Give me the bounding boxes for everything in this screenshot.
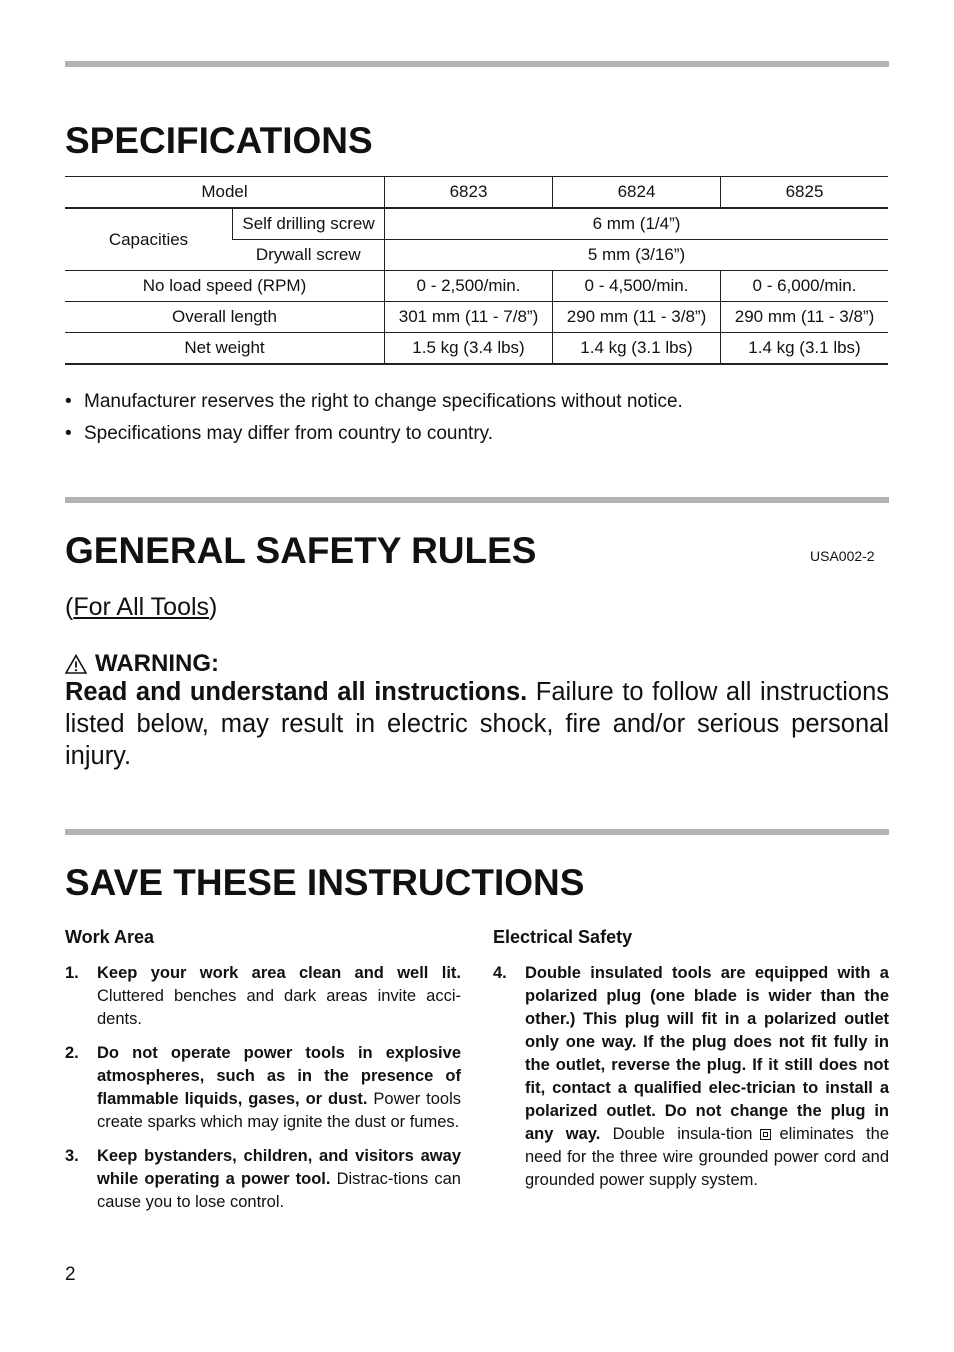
for-all-tools: (For All Tools): [65, 593, 218, 621]
section-divider: [65, 61, 889, 67]
spec-notes: [65, 386, 683, 450]
save-instructions-heading: SAVE THESE INSTRUCTIONS: [65, 862, 585, 903]
list-item: [65, 1042, 461, 1134]
warning-text: [65, 676, 889, 772]
bullet: •: [65, 391, 72, 412]
item-text: Double insulated tools are equipped with a polarized plug (one blade is wider than the other.) This plug will fit in a polarized outlet only one way. If the plug does not fit fully in the outlet, reverse the plug. If it still does not fit, contact a qualified elec-trician to install a polarized outlet. Do not change the plug in any way. Double insula-tion eliminates the need for the three wire grounded power cord and grounded power supply system.: [525, 964, 889, 1189]
list-item: [65, 962, 461, 1031]
speed-label: No load speed (RPM): [65, 271, 385, 302]
drywall-value: 5 mm (3/16”): [385, 240, 889, 271]
specifications-table: [65, 176, 888, 365]
note-text: Manufacturer reserves the right to change specifications without notice.: [84, 391, 683, 412]
item-number: 4.: [493, 964, 507, 982]
speed-cell: 0 - 2,500/min.: [385, 271, 553, 302]
table-row: [65, 302, 888, 333]
list-item: [65, 418, 683, 450]
speed-cell: 0 - 6,000/min.: [721, 271, 889, 302]
length-cell: 290 mm (11 - 3/8”): [553, 302, 721, 333]
bullet: •: [65, 423, 72, 444]
for-all-tools-text: For All Tools: [73, 593, 210, 621]
model-cell: 6824: [553, 177, 721, 209]
specifications-heading: SPECIFICATIONS: [65, 120, 373, 161]
page-number: 2: [65, 1264, 76, 1285]
electrical-safety-column: [493, 926, 889, 1203]
item-text: Do not operate power tools in explosive atmospheres, such as in the presence of flammable liquids, gases, or dust. Power tools create sparks which may ignite the dust or fumes.: [97, 1044, 461, 1131]
document-code: USA002-2: [810, 548, 875, 564]
weight-cell: 1.5 kg (3.4 lbs): [385, 333, 553, 365]
table-row: [65, 333, 888, 365]
note-text: Specifications may differ from country to country.: [84, 423, 494, 444]
table-row: [65, 208, 888, 240]
section-divider: [65, 829, 889, 835]
item-text: Keep your work area clean and well lit. Cluttered benches and dark areas invite acci-dents.: [97, 964, 461, 1028]
drywall-label: Drywall screw: [233, 240, 385, 271]
capacities-label: Capacities: [65, 208, 233, 271]
item-number: 3.: [65, 1147, 79, 1165]
warning-triangle-icon: [65, 654, 87, 674]
list-item: [493, 962, 889, 1192]
item-number: 1.: [65, 964, 79, 982]
model-label: Model: [65, 177, 385, 209]
self-drilling-label: Self drilling screw: [233, 208, 385, 240]
item-text: Keep bystanders, children, and visitors away while operating a power tool. Distrac-tions can cause you to lose control.: [97, 1147, 461, 1211]
model-cell: 6825: [721, 177, 889, 209]
work-area-heading: Work Area: [65, 927, 155, 947]
speed-cell: 0 - 4,500/min.: [553, 271, 721, 302]
double-insulation-icon: [760, 1129, 771, 1140]
safety-rules-heading: GENERAL SAFETY RULES: [65, 530, 537, 571]
warning-header: [65, 650, 219, 678]
self-drilling-value: 6 mm (1/4”): [385, 208, 889, 240]
list-item: [65, 386, 683, 418]
length-label: Overall length: [65, 302, 385, 333]
weight-cell: 1.4 kg (3.1 lbs): [553, 333, 721, 365]
list-item: [65, 1145, 461, 1214]
table-row: [65, 177, 888, 209]
work-area-column: [65, 926, 461, 1225]
table-row: [65, 271, 888, 302]
length-cell: 301 mm (11 - 7/8”): [385, 302, 553, 333]
electrical-safety-heading: Electrical Safety: [493, 927, 633, 947]
warning-bold: Read and understand all instructions.: [65, 678, 528, 706]
warning-label: WARNING:: [95, 650, 219, 677]
weight-label: Net weight: [65, 333, 385, 365]
item-number: 2.: [65, 1044, 79, 1062]
section-divider: [65, 497, 889, 503]
length-cell: 290 mm (11 - 3/8”): [721, 302, 889, 333]
model-cell: 6823: [385, 177, 553, 209]
weight-cell: 1.4 kg (3.1 lbs): [721, 333, 889, 365]
warning-body: Failure to follow all instructions listed below, may result in electric shock, fire and/or serious personal injury.: [65, 678, 889, 770]
